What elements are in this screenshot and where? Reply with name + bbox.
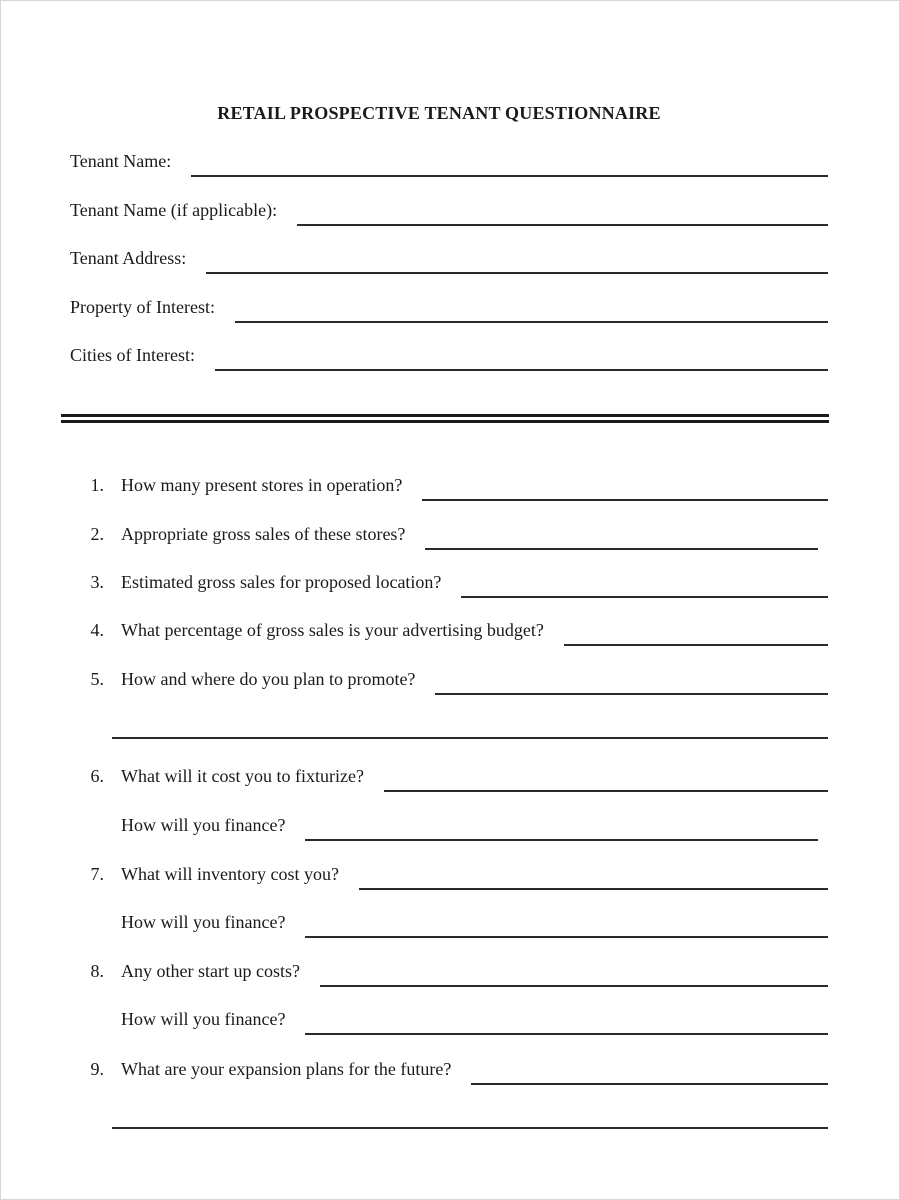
question-4-number: 4. xyxy=(90,620,104,640)
question-8-blank[interactable] xyxy=(320,985,828,987)
tenant-name-applicable-field xyxy=(70,200,828,220)
question-5-blank[interactable] xyxy=(435,693,828,695)
question-7-blank[interactable] xyxy=(359,888,828,890)
cities-of-interest-blank[interactable] xyxy=(215,369,828,371)
tenant-name-applicable-blank[interactable] xyxy=(297,224,828,226)
question-7 xyxy=(70,864,828,884)
question-1-text: How many present stores in operation? xyxy=(121,475,403,495)
question-3 xyxy=(70,572,828,592)
question-2-number: 2. xyxy=(90,524,104,544)
question-8-finance xyxy=(121,1009,828,1029)
question-9-blank[interactable] xyxy=(471,1083,828,1085)
tenant-address-label: Tenant Address: xyxy=(70,248,187,268)
question-8-number: 8. xyxy=(90,961,104,981)
tenant-name-applicable-label: Tenant Name (if applicable): xyxy=(70,200,278,220)
question-2-text: Appropriate gross sales of these stores? xyxy=(121,524,406,544)
question-4-blank[interactable] xyxy=(564,644,828,646)
question-9 xyxy=(70,1059,828,1079)
question-8 xyxy=(70,961,828,981)
question-3-text: Estimated gross sales for proposed location? xyxy=(121,572,442,592)
question-9-number: 9. xyxy=(90,1059,104,1079)
cities-of-interest-field xyxy=(70,345,828,365)
question-6-number: 6. xyxy=(90,766,104,786)
question-6 xyxy=(70,766,828,786)
question-9-text: What are your expansion plans for the future? xyxy=(121,1059,452,1079)
question-4-text: What percentage of gross sales is your advertising budget? xyxy=(121,620,544,640)
question-5-extra-blank[interactable] xyxy=(112,737,828,739)
question-1 xyxy=(70,475,828,495)
question-3-number: 3. xyxy=(90,572,104,592)
tenant-address-blank[interactable] xyxy=(206,272,828,274)
question-4 xyxy=(70,620,828,640)
property-of-interest-field xyxy=(70,297,828,317)
question-1-blank[interactable] xyxy=(422,499,828,501)
question-6-text: What will it cost you to fixturize? xyxy=(121,766,364,786)
question-7-number: 7. xyxy=(90,864,104,884)
question-2-blank[interactable] xyxy=(425,548,818,550)
cities-of-interest-label: Cities of Interest: xyxy=(70,345,195,365)
property-of-interest-label: Property of Interest: xyxy=(70,297,215,317)
tenant-name-blank[interactable] xyxy=(191,175,828,177)
question-6-finance xyxy=(121,815,818,835)
question-6-blank[interactable] xyxy=(384,790,828,792)
question-8-text: Any other start up costs? xyxy=(121,961,300,981)
question-1-number: 1. xyxy=(90,475,104,495)
question-7-finance xyxy=(121,912,828,932)
question-5-number: 5. xyxy=(90,669,104,689)
question-5-text: How and where do you plan to promote? xyxy=(121,669,416,689)
tenant-address-field xyxy=(70,248,828,268)
question-3-blank[interactable] xyxy=(461,596,828,598)
page-title: RETAIL PROSPECTIVE TENANT QUESTIONNAIRE xyxy=(217,103,661,123)
tenant-name-label: Tenant Name: xyxy=(70,151,172,171)
question-8-finance-text: How will you finance? xyxy=(121,1009,286,1029)
question-5 xyxy=(70,669,828,689)
question-7-finance-text: How will you finance? xyxy=(121,912,286,932)
question-9-extra-blank[interactable] xyxy=(112,1127,828,1129)
question-7-finance-blank[interactable] xyxy=(305,936,828,938)
property-of-interest-blank[interactable] xyxy=(235,321,828,323)
question-6-finance-text: How will you finance? xyxy=(121,815,286,835)
question-6-finance-blank[interactable] xyxy=(305,839,818,841)
question-7-text: What will inventory cost you? xyxy=(121,864,339,884)
question-2 xyxy=(70,524,818,544)
tenant-name-field xyxy=(70,151,828,171)
question-8-finance-blank[interactable] xyxy=(305,1033,828,1035)
